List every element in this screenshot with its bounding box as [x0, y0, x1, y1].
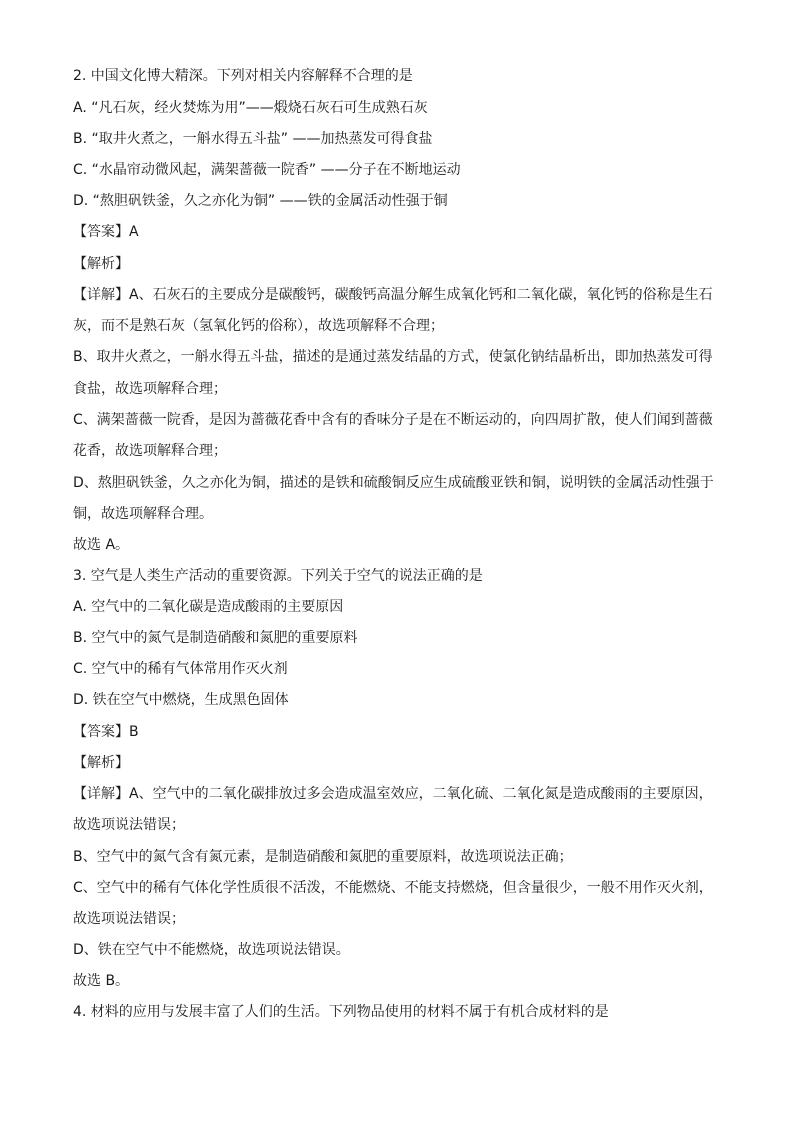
- question-2-detail-line: 灰，而不是熟石灰（氢氧化钙的俗称），故选项解释不合理；: [73, 318, 444, 334]
- detail-text: A、空气中的二氧化碳排放过多会造成温室效应，二氧化硫、二氧化氮是造成酸雨的主要原因，: [129, 786, 713, 802]
- question-3-detail-line: B、空气中的氮气含有氮元素，是制造硝酸和氮肥的重要原料，故选项说法正确；: [73, 849, 573, 865]
- question-2-answer: [73, 223, 723, 241]
- question-3-option-a: A. 空气中的二氧化碳是造成酸雨的主要原因: [73, 599, 344, 615]
- question-2-detail-line: [73, 286, 723, 304]
- question-2-detail-line: B、取井火煮之，一斛水得五斗盐，描述的是通过蒸发结晶的方式，使氯化钠结晶析出，即加热蒸发可得: [73, 349, 713, 365]
- answer-value: B: [129, 724, 139, 740]
- question-2-option-d: D. “熬胆矾铁釜，久之亦化为铜” ——铁的金属活动性强于铜: [73, 193, 448, 209]
- question-2-detail-line: D、熬胆矾铁釜，久之亦化为铜，描述的是铁和硫酸铜反应生成硫酸亚铁和铜，说明铁的金属活动性强于: [73, 475, 714, 491]
- question-3-option-d: D. 铁在空气中燃烧，生成黑色固体: [73, 692, 289, 708]
- question-2-conclusion: 故选 A。: [73, 537, 130, 553]
- question-3-answer: [73, 723, 723, 741]
- question-2-option-a: A. “凡石灰，经火焚炼为用”——煅烧石灰石可生成熟石灰: [73, 100, 428, 116]
- question-3-detail-line: [73, 785, 723, 803]
- question-4-stem: 4. 材料的应用与发展丰富了人们的生活。下列物品使用的材料不属于有机合成材料的是: [73, 1004, 609, 1020]
- question-3-option-c: C. 空气中的稀有气体常用作灭火剂: [73, 661, 288, 677]
- question-3-detail-line: D、铁在空气中不能燃烧，故选项说法错误。: [73, 942, 350, 958]
- question-2-option-c: C. “水晶帘动微风起，满架蔷薇一院香” ——分子在不断地运动: [73, 162, 461, 178]
- question-3-detail-line: C、空气中的稀有气体化学性质很不活泼，不能燃烧、不能支持燃烧，但含量很少，一般不用作灭火剂，: [73, 880, 713, 896]
- question-3-detail-line: 故选项说法错误；: [73, 817, 185, 833]
- question-3-conclusion: 故选 B。: [73, 973, 130, 989]
- question-3-stem: 3. 空气是人类生产活动的重要资源。下列关于空气的说法正确的是: [73, 568, 483, 584]
- question-3-option-b: B. 空气中的氮气是制造硝酸和氮肥的重要原料: [73, 630, 358, 646]
- question-2-detail-line: C、满架蔷薇一院香，是因为蔷薇花香中含有的香味分子是在不断运动的，向四周扩散，使人们闻到蔷薇: [73, 412, 713, 428]
- answer-tag: 【答案】: [73, 724, 129, 740]
- answer-value: A: [129, 224, 139, 240]
- question-2-detail-line: 铜，故选项解释合理。: [73, 506, 213, 522]
- question-2-option-b: B. “取井火煮之，一斛水得五斗盐” ——加热蒸发可得食盐: [73, 131, 433, 147]
- detail-text: A、石灰石的主要成分是碳酸钙，碳酸钙高温分解生成氧化钙和二氧化碳，氧化钙的俗称是生石: [129, 287, 713, 303]
- answer-tag: 【答案】: [73, 224, 129, 240]
- question-2-detail-line: 花香，故选项解释合理；: [73, 443, 227, 459]
- detail-tag: 【详解】: [73, 786, 129, 802]
- question-3-analysis-tag: 【解析】: [73, 755, 129, 771]
- question-2-detail-line: 食盐，故选项解释合理；: [73, 381, 227, 397]
- detail-tag: 【详解】: [73, 287, 129, 303]
- question-2-stem: 2. 中国文化博大精深。下列对相关内容解释不合理的是: [73, 68, 413, 84]
- question-2-analysis-tag: 【解析】: [73, 256, 129, 272]
- question-3-detail-line: 故选项说法错误；: [73, 911, 185, 927]
